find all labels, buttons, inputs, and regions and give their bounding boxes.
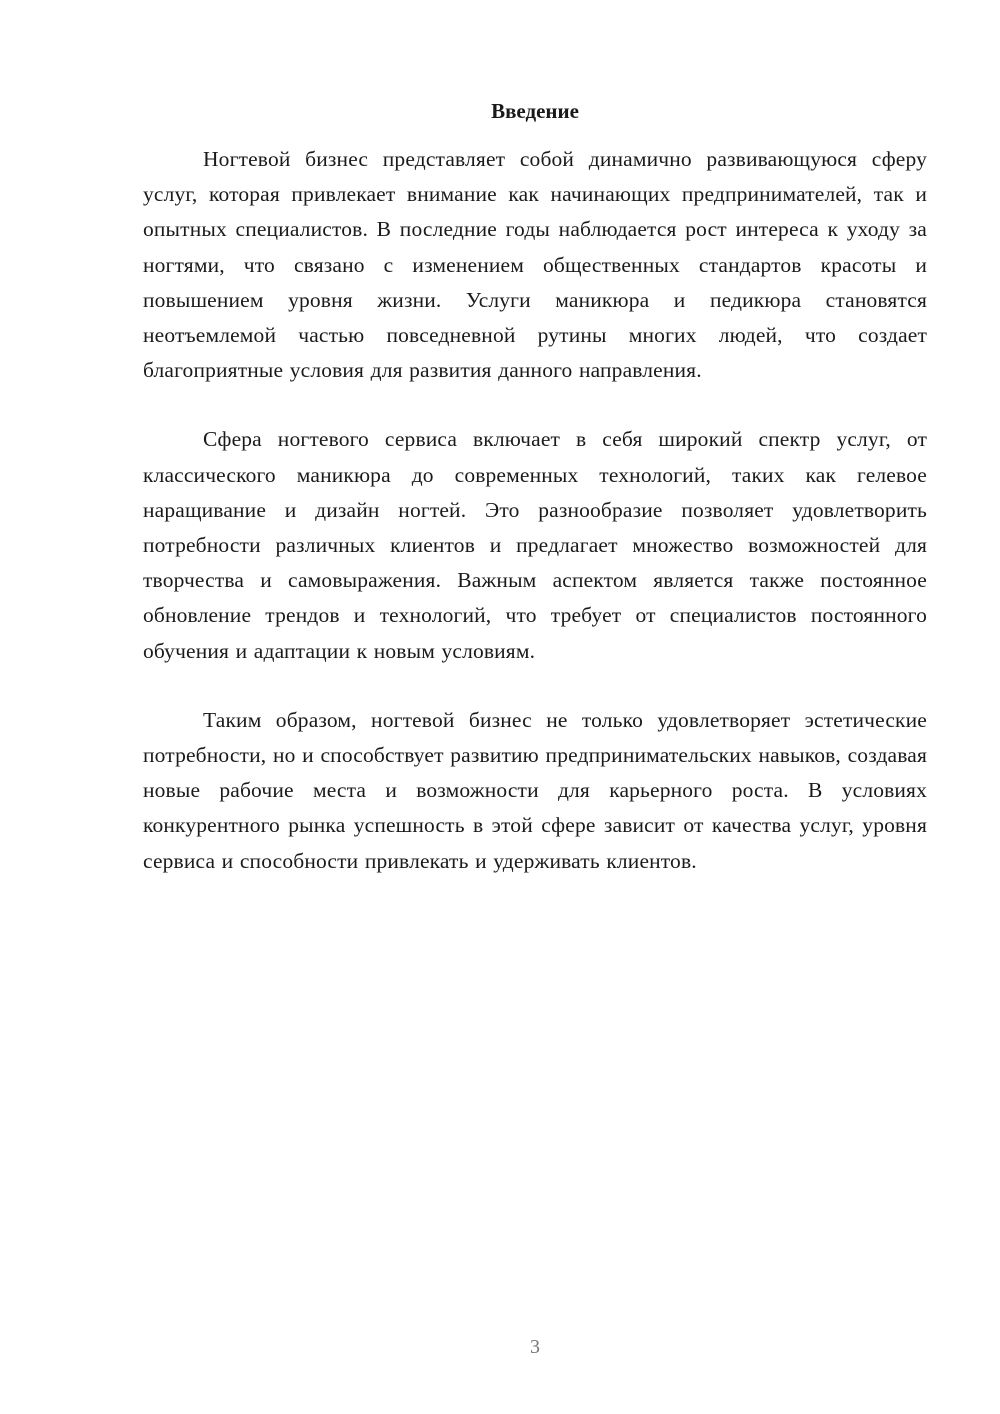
paragraph-2: Сфера ногтевого сервиса включает в себя широкий спектр услуг, от классического маникюра до современных технологий, таких как гелевое наращивание и дизайн ногтей. Это разнообразие позволяет удовлетворить потребности различных клиентов и предлагает множество возможностей для творчества и самовыражения. Важным аспектом является также постоянное обновление трендов и технологий, что требует от специалистов постоянного обучения и адаптации к новым условиям.	[143, 427, 927, 663]
section-title: Введение	[491, 99, 579, 123]
body-text	[143, 142, 927, 913]
paragraph-1: Ногтевой бизнес представляет собой динамично развивающуюся сферу услуг, которая привлекает внимание как начинающих предпринимателей, так и опытных специалистов. В последние годы наблюдается рост интереса к уходу за ногтями, что связано с изменением общественных стандартов красоты и повышением уровня жизни. Услуги маникюра и педикюра становятся неотъемлемой частью повседневной рутины многих людей, что создает благоприятные условия для развития данного направления.	[143, 147, 927, 383]
page-number: 3	[530, 1336, 540, 1358]
paragraph-3: Таким образом, ногтевой бизнес не только удовлетворяет эстетические потребности, но и способствует развитию предпринимательских навыков, создавая новые рабочие места и возможности для карьерного роста. В условиях конкурентного рынка успешность в этой сфере зависит от качества услуг, уровня сервиса и способности привлекать и удерживать клиентов.	[143, 707, 927, 873]
